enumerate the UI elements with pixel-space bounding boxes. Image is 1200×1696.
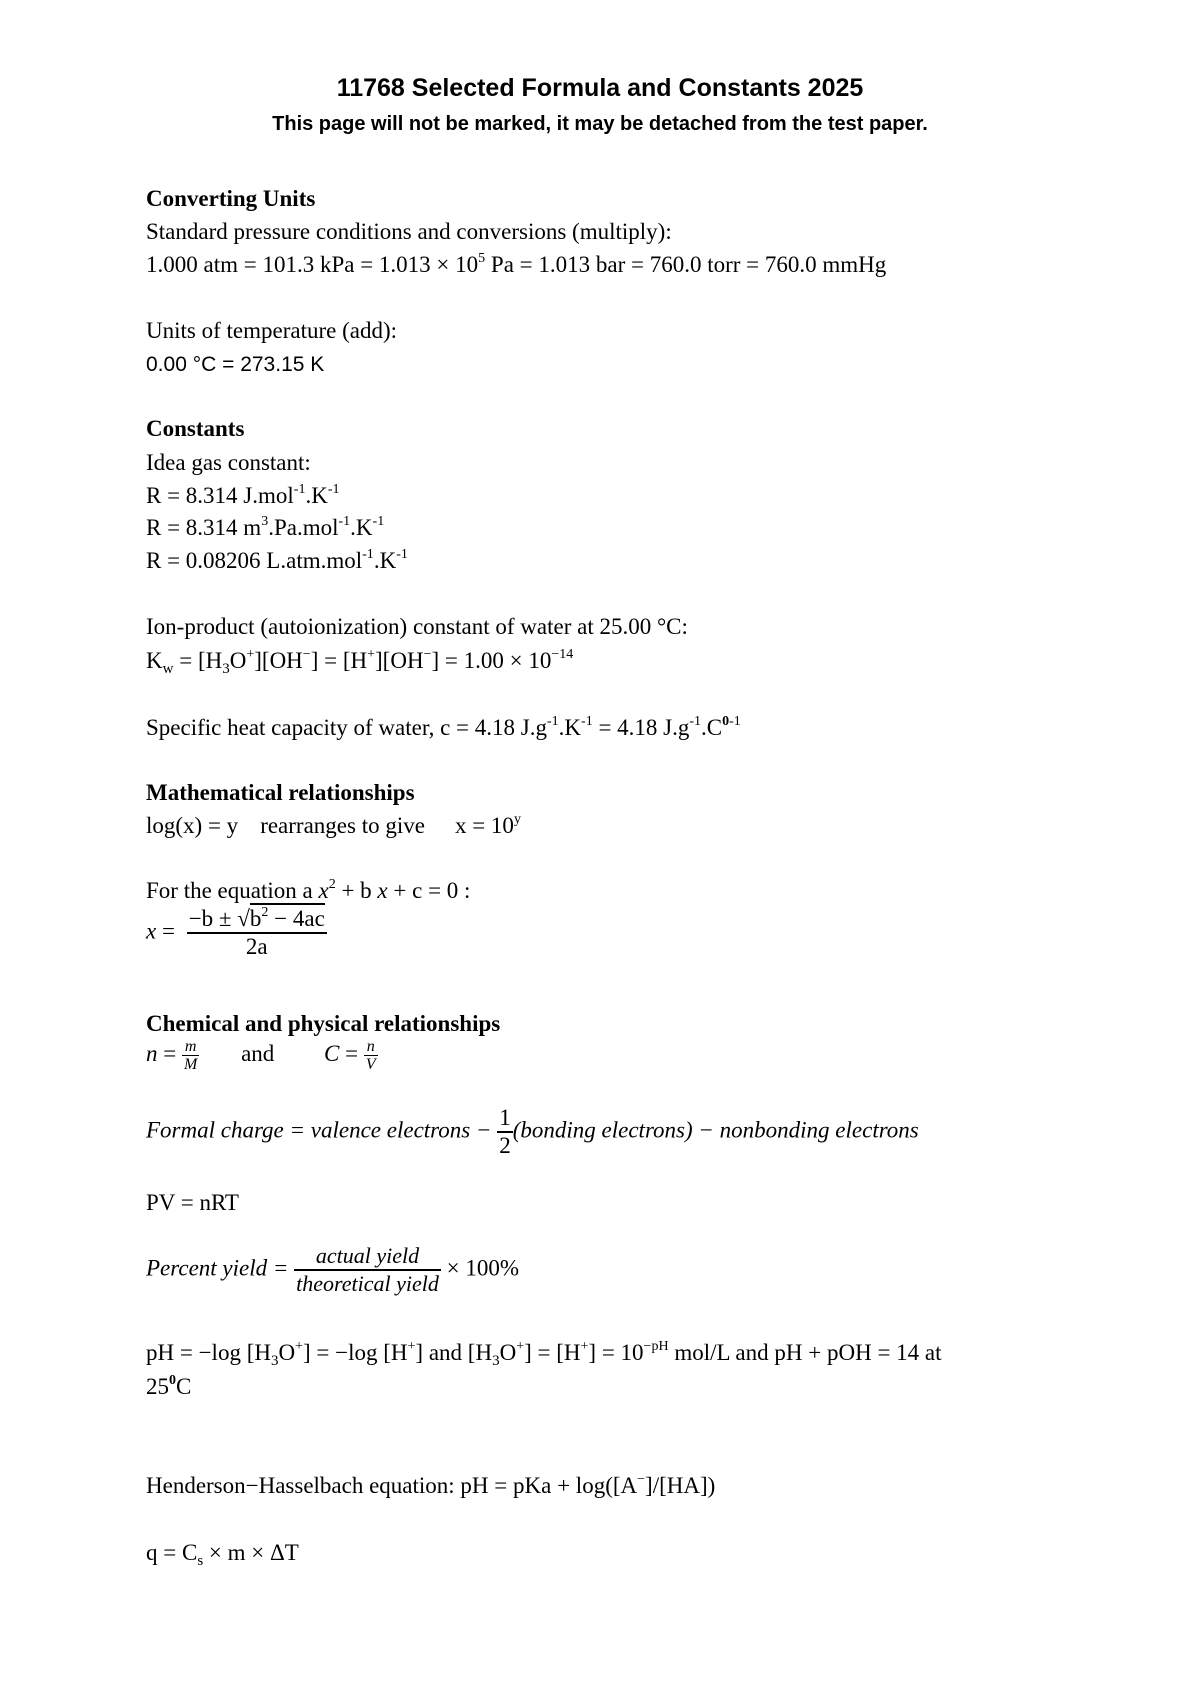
constants-heading: Constants [146, 416, 245, 441]
ph-definition-continued: $25^0C$ [146, 1373, 192, 1399]
gas-constant-r3: R = 0.08206 $L.atm.mol^{-1}.K^{-1}$ [146, 547, 408, 573]
log-relationship: log(x) = y rearranges to give $x = 10^y$ [146, 812, 521, 838]
gas-constant-r1: R = 8.314 $J.mol^{-1}.K^{-1}$ [146, 482, 340, 508]
chemphys-heading: Chemical and physical relationships [146, 1011, 501, 1036]
converting-units-heading: Converting Units [146, 186, 316, 211]
kw-equation: $K_w = [H_3O^+][OH^-] = [H^+][OH^-] = 1.00 \times 10^{-14}$ [146, 647, 574, 677]
quadratic-equation: For the equation a $x^2 + b$ x + c = 0 : [146, 877, 471, 903]
temperature-conversion: 0.00 °C = 273.15 K [146, 353, 325, 376]
henderson-hasselbach: Henderson−Hasselbach equation: pH = pKa + log([A−]/[HA]) [146, 1472, 716, 1498]
page-subtitle: This page will not be marked, it may be detached from the test paper. [272, 113, 928, 135]
kw-intro: Ion-product (autoionization) constant of water at 25.00 °C: [146, 614, 688, 639]
formal-charge-formula: Formal charge = valence electrons − $\frac{1}{2}$ (bonding electrons) − nonbonding electrons [146, 1105, 919, 1158]
ideal-gas-law: PV = nRT [146, 1190, 239, 1215]
ph-definition: pH = −log $[H_3O^+] = -\log$ [H+] and $[H_3O^+] = [H^+] = 10^{-pH}$ mol/L and pH + pOH = 14 at [146, 1339, 942, 1369]
heat-equation: $q = C_s \times m \times \Delta T$ [146, 1540, 299, 1569]
math-heading: Mathematical relationships [146, 780, 415, 805]
gas-constant-r2: R = 8.314 $m^3.Pa.mol^{-1}.K^{-1}$ [146, 514, 385, 540]
specific-heat-line: Specific heat capacity of water, c = 4.18 $J.g^{-1}.K^{-1} = 4.18$ $J.g^{-1}.C^{0-1}$ [146, 714, 741, 740]
moles-and-concentration: n = $\frac{m}{M}$ and C = $\frac{n}{V}$ [146, 1038, 376, 1073]
percent-yield-formula: Percent yield = $\frac{\text{actual yield}}{\text{theoretical yield}}$ × 100% [146, 1243, 520, 1296]
pressure-conversion: 1.000 atm = 101.3 kPa = $1.013 \times 10^5$ Pa = 1.013 bar = 760.0 torr = 760.0 mmHg [146, 251, 887, 277]
quadratic-formula: x = $\frac{-b \pm √b^2 - 4ac}{2a}$ [146, 905, 325, 959]
gas-constant-intro: Idea gas constant: [146, 450, 311, 475]
pressure-intro: Standard pressure conditions and conversions (multiply): [146, 219, 672, 244]
page-title: 11768 Selected Formula and Constants 2025 [336, 74, 864, 102]
temperature-intro: Units of temperature (add): [146, 318, 397, 343]
